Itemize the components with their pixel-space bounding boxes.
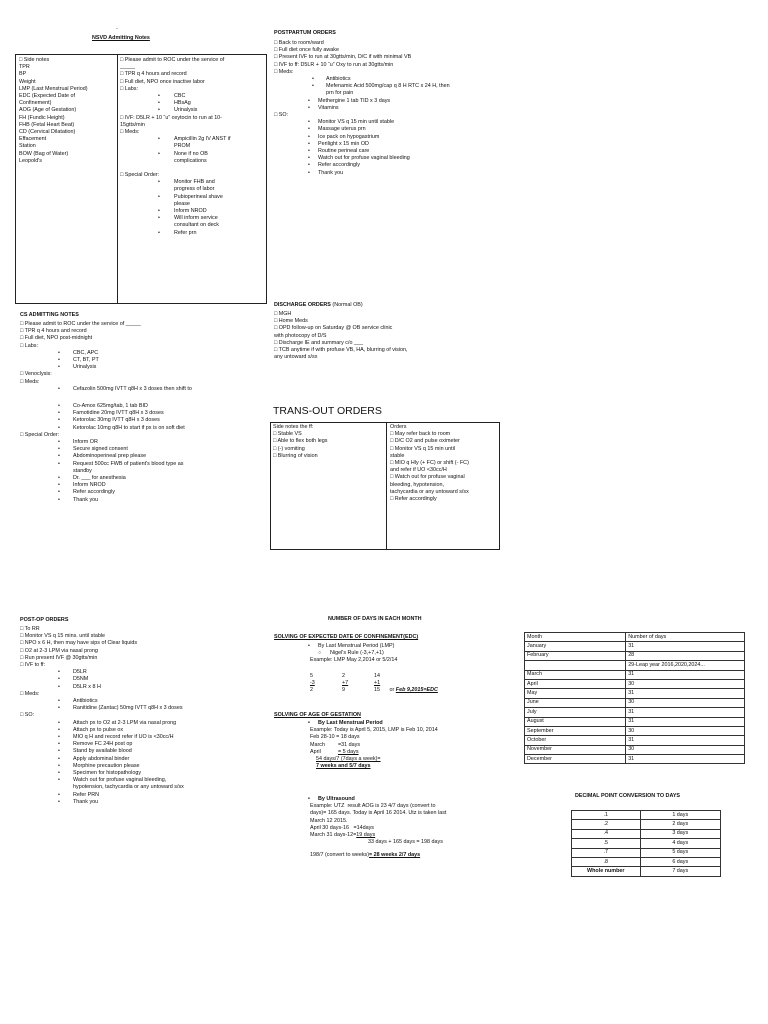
- aog-by-lmp: • By Last Menstrual Period: [274, 720, 514, 727]
- decimal-row-cell: .4: [572, 829, 641, 838]
- edc-calc-cell: 2: [310, 687, 313, 694]
- cs-meds-label: □ Meds:: [20, 378, 40, 385]
- postop-so-item: • Stand by available blood: [20, 748, 270, 755]
- aog-us-line-7-value: = 28 weeks 2/7 days: [369, 852, 421, 859]
- days-row: [525, 736, 745, 745]
- postop-body: [20, 626, 270, 806]
- transout-side-note: □ Able to flex both legs: [273, 438, 328, 445]
- days-heading: NUMBER OF DAYS IN EACH MONTH: [328, 616, 422, 622]
- days-row: [525, 708, 745, 717]
- transout-order-line: Orders: [390, 424, 407, 430]
- postpartum-so-item: • Thank you: [274, 170, 534, 177]
- discharge-title-suffix: (Normal OB): [330, 302, 363, 308]
- edc-example: Example: LMP May 2,2014 or 5/2/14: [310, 657, 398, 664]
- transout-table-divider: [386, 422, 387, 550]
- decimal-row: [572, 820, 721, 829]
- edc-block: [274, 643, 514, 665]
- postpartum-so-item: • Monitor VS q 15 min until stable: [274, 119, 534, 126]
- postop-so-item: hypotension, tachycardia or any untoward s/sx: [73, 784, 184, 791]
- nsvd-order-line: □ Labs:: [120, 85, 138, 92]
- decimal-row: [572, 829, 721, 838]
- postop-so-label: □ SO:: [20, 712, 35, 719]
- nsvd-order-line: □ Full diet, NPO once inactive labor: [120, 78, 205, 85]
- transout-order-line: □ Monitor VS q 15 min until: [390, 445, 455, 452]
- edc-calc-cell: 14: [374, 673, 380, 679]
- days-row: [525, 670, 745, 679]
- discharge-title-line: [274, 302, 363, 309]
- postop-so-item: • Attach px to O2 at 2-3 LPM via nasal prong: [20, 720, 270, 727]
- cs-lab-item: • Urinalysis: [20, 364, 260, 371]
- days-row-cell: August: [525, 717, 626, 726]
- transout-order-line: and refer if UO <30cc/H: [390, 467, 447, 474]
- edc-calc-cell: 15: [374, 687, 380, 694]
- days-row-cell: 30: [626, 679, 745, 688]
- decimal-row: [572, 839, 721, 848]
- transout-order-line: □ D/C O2 and pulse oximeter: [390, 438, 460, 445]
- days-row-cell: 30: [626, 745, 745, 754]
- days-row-cell: 31: [626, 670, 745, 679]
- transout-side-note: □ Stable VS: [273, 431, 302, 438]
- decimal-row-cell: 7 days: [640, 867, 720, 876]
- days-row-cell: March: [525, 670, 626, 679]
- days-row: [525, 642, 745, 651]
- discharge-line: □ TCB anytime if with profuse VB, HA, blurring of vision,: [274, 347, 408, 354]
- postop-so-item: • Watch out for profuse vaginal bleeding,: [20, 777, 270, 784]
- postop-so-item: • Specimen for histopathology: [20, 770, 270, 777]
- aog-us-line-5-value: 19 days: [356, 832, 376, 839]
- decimal-row-cell: .5: [572, 839, 641, 848]
- days-row-cell: February: [525, 651, 626, 660]
- days-header-row: [525, 633, 745, 642]
- nsvd-side-note: CD (Cervical Dilatation): [19, 129, 76, 136]
- nsvd-med-item: • Ampicillin 2g IV ANST if: [120, 136, 270, 143]
- transout-order-line: tachycardia or any untoward s/sx: [390, 488, 469, 495]
- edc-title: SOLVING OF EXPECTED DATE OF CONFINEMENT(EDC): [274, 634, 419, 640]
- days-row-cell: 30: [626, 698, 745, 707]
- cs-med-item: • Cefazolin 500mg IVTT q8H x 3 doses then shift to: [20, 386, 260, 393]
- aog-line-3-label: April: [310, 748, 321, 755]
- days-row-cell: June: [525, 698, 626, 707]
- days-row: [525, 755, 745, 764]
- cs-line: □ Labs:: [20, 342, 38, 349]
- transout-order-line: □ MIO q Hly (+ FC) or shift (- FC): [390, 460, 469, 467]
- postop-meds-label: □ Meds:: [20, 690, 40, 697]
- nsvd-side-note: LMP (Last Menstrual Period): [19, 85, 88, 92]
- discharge-title: DISCHARGE ORDERS: [274, 302, 331, 308]
- aog-line-4: 54 days/7 (7days a week)=: [316, 756, 381, 763]
- postpartum-line: □ Full diet once fully awake: [274, 47, 339, 54]
- cs-venoclysis: □ Venoclysis:: [20, 371, 52, 378]
- postop-so-item: • Attach px to pulse ox: [20, 727, 270, 734]
- decimal-row-cell: Whole number: [572, 867, 641, 876]
- cs-special-item: • Inform NROD: [20, 482, 260, 489]
- cs-med-item: • Ketorolac 30mg IVTT q8H x 3 doses: [20, 417, 260, 424]
- cs-special-item: • Request 500cc FWB of patient's blood type as: [20, 461, 260, 468]
- postpartum-title: POSTPARTUM ORDERS: [274, 30, 336, 36]
- days-row-cell: 28: [626, 651, 745, 660]
- discharge-line: □ MGH: [274, 311, 292, 317]
- aog-ultrasound-block: [274, 796, 514, 860]
- nsvd-side-note: Station: [19, 143, 36, 150]
- decimal-table: [571, 810, 721, 877]
- cs-line: □ Please admit to ROC under the service of _____: [20, 321, 141, 327]
- days-row-cell: May: [525, 689, 626, 698]
- decimal-row: [572, 811, 721, 820]
- postpartum-so-item: • Massage uterus prn: [274, 126, 534, 133]
- decimal-row-cell: 3 days: [640, 829, 720, 838]
- postpartum-so-item: • Watch out for profuse vaginal bleeding: [274, 155, 534, 162]
- cs-special-item: • Thank you: [20, 497, 260, 504]
- decimal-row-cell: .8: [572, 857, 641, 866]
- days-row: [525, 679, 745, 688]
- decimal-row: [572, 848, 721, 857]
- days-row-cell: October: [525, 736, 626, 745]
- edc-result: Feb 9,2015=EDC: [395, 687, 438, 694]
- nsvd-dash: -: [116, 26, 118, 32]
- cs-line: □ Full diet, NPO post-midnight: [20, 335, 93, 342]
- postpartum-so-item: • Ice pack on hypogastrium: [274, 134, 534, 141]
- transout-orders: [390, 424, 469, 503]
- days-row: [525, 726, 745, 735]
- nsvd-special-item: • Monitor FHB and: [120, 179, 270, 186]
- nsvd-order-line: □ TPR q 4 hours and record: [120, 71, 187, 78]
- cs-special-label: □ Special Order:: [20, 431, 60, 438]
- nsvd-special-item: please: [174, 200, 190, 207]
- nsvd-med-item: complications: [174, 157, 207, 164]
- nsvd-special-item: • Pubioperineal shave: [120, 194, 270, 201]
- transout-order-line: stable: [390, 452, 405, 459]
- decimal-row-cell: 5 days: [640, 848, 720, 857]
- nsvd-side-note: FH (Fundic Height): [19, 114, 65, 121]
- postpartum-so-item: • Perilight x 15 min OD: [274, 141, 534, 148]
- aog-line-2-value: =31 days: [338, 741, 361, 748]
- postpartum-so-label: □ SO:: [274, 112, 289, 119]
- cs-med-item: • Ketorolac 10mg q8H to start if px is on soft diet: [20, 425, 260, 432]
- nsvd-side-notes: [19, 57, 88, 165]
- postop-line: □ O2 at 2-3 LPM via nasal prong: [20, 647, 98, 654]
- days-row-cell: January: [525, 642, 626, 651]
- decimal-row-cell: 2 days: [640, 820, 720, 829]
- cs-title: CS ADMITTING NOTES: [20, 312, 79, 318]
- aog-title: SOLVING OF AGE OF GESTATION: [274, 712, 361, 718]
- days-row-cell: [525, 661, 626, 670]
- nsvd-side-note: Leopold's: [19, 157, 42, 164]
- cs-special-item: • Inform OR: [20, 439, 260, 446]
- aog-us-line: Example: UTZ result AOG is 23 4/7 days (convert to: [310, 803, 436, 810]
- postop-med-item: • Ranitidine (Zantac) 50mg IVTT q8H x 3 doses: [20, 705, 270, 712]
- decimal-row-cell: .1: [572, 811, 641, 820]
- days-row-cell: April: [525, 679, 626, 688]
- cs-special-item: • Dr. ___ for anesthesia: [20, 475, 260, 482]
- aog-us-line-7-label: 198/7 (convert to weeks): [310, 852, 370, 859]
- postop-ivf-item: • D5LR: [20, 669, 270, 676]
- postop-so-item: • Thank you: [20, 799, 270, 806]
- days-row-cell: 31: [626, 708, 745, 717]
- days-row-cell: December: [525, 755, 626, 764]
- cs-line: □ TPR q 4 hours and record: [20, 328, 87, 335]
- postpartum-med-item: • Antibiotics: [274, 76, 534, 83]
- aog-example: Example: Today is April 5, 2015, LMP is Feb 10, 2014: [310, 727, 438, 734]
- edc-calc-cell: 9: [342, 687, 345, 694]
- discharge-line: □ Home Meds: [274, 318, 308, 325]
- decimal-row-cell: .2: [572, 820, 641, 829]
- days-row-cell: 31: [626, 755, 745, 764]
- aog-by-ultrasound: • By Ultrasound: [274, 796, 514, 803]
- nsvd-lab-item: • HBsAg: [120, 100, 270, 107]
- nsvd-med-item: PROM: [174, 143, 191, 150]
- postpartum-so-item: • Refer accordingly: [274, 162, 534, 169]
- transout-order-line: bleeding, hypotension,: [390, 481, 444, 488]
- nsvd-side-note: □ Side notes: [19, 57, 50, 63]
- nsvd-med-item: • None if no OB: [120, 151, 270, 158]
- postpartum-line: □ IVF to ff: D5LR + 10 “u” Oxy to run at 30gtts/min: [274, 61, 394, 68]
- nsvd-special-item: • Inform NROD: [120, 208, 270, 215]
- aog-us-line-6: 33 days + 165 days = 198 days: [368, 839, 443, 846]
- days-row-cell: 31: [626, 717, 745, 726]
- aog-line-5: 7 weeks and 5/7 days: [316, 763, 371, 770]
- cs-special-item: • Abdominoperineal prep please: [20, 453, 260, 460]
- postop-title: POST-OP ORDERS: [20, 617, 69, 623]
- postpartum-body: [274, 40, 534, 177]
- edc-calc-cell: +7: [342, 680, 349, 687]
- nsvd-side-note: EDC (Expected Date of: [19, 93, 76, 100]
- edc-by-lmp: • By Last Menstrual Period (LMP): [274, 643, 514, 650]
- discharge-line: □ Discharge IE and summary c/o ___: [274, 339, 363, 346]
- discharge-line: with photocopy of D/S: [274, 332, 327, 339]
- postop-so-item: • Morphine precaution please: [20, 763, 270, 770]
- transout-side-notes: [273, 424, 328, 460]
- postpartum-line: □ Present IVF to run at 30gtts/min, D/C if with minimal VB: [274, 54, 412, 61]
- days-row-cell: 31: [626, 736, 745, 745]
- cs-med-item: • Famotidine 20mg IVTT q8H x 3 doses: [20, 410, 260, 417]
- days-row: [525, 651, 745, 660]
- cs-special-item: • Secure signed consent: [20, 446, 260, 453]
- nsvd-order-line: _____: [120, 64, 135, 71]
- cs-body: [20, 321, 260, 504]
- nsvd-lab-item: • Urinalysis: [120, 107, 270, 114]
- cs-med-item: • Co-Amox 625mg/tab, 1 tab BID: [20, 403, 260, 410]
- nsvd-special-item: progress of labor: [174, 186, 215, 193]
- days-row-cell: 31: [626, 642, 745, 651]
- nsvd-lab-item: • CBC: [120, 93, 270, 100]
- aog-us-line-5-label: March 31 days-12=: [310, 832, 357, 839]
- postop-line: □ IVF to ff:: [20, 662, 46, 669]
- cs-special-item: • Refer accordingly: [20, 489, 260, 496]
- transout-order-line: □ Refer accordingly: [390, 496, 437, 503]
- cs-lab-item: • CT, BT, PT: [20, 357, 260, 364]
- edc-calc-cell: +1: [374, 680, 381, 687]
- postpartum-med-item: • Mefenamic Acid 500mg/cap q 8 H RTC x 24 H, then: [274, 83, 534, 90]
- transout-order-line: □ Watch out for profuse vaginal: [390, 474, 465, 481]
- postpartum-line: □ Meds:: [274, 68, 294, 75]
- nsvd-order-line: □ Please admit to ROC under the service of: [120, 57, 225, 63]
- postop-so-item: • Refer PRN: [20, 792, 270, 799]
- days-row: [525, 698, 745, 707]
- days-header-row-cell: Number of days: [626, 633, 745, 642]
- days-row-cell: November: [525, 745, 626, 754]
- nsvd-special-item: • Refer prn: [120, 230, 270, 237]
- nsvd-order-line: □ Meds:: [120, 129, 140, 136]
- days-row: [525, 745, 745, 754]
- postop-line: □ NPO x 6 H, then may have sips of Clear liquids: [20, 640, 138, 647]
- transout-side-note: □ (-) vomiting: [273, 445, 305, 452]
- nsvd-side-note: AOG (Age of Gestation): [19, 107, 77, 114]
- postop-line: □ Run present IVF @ 30gtts/min: [20, 654, 98, 661]
- postpartum-so-item: • Routine perineal care: [274, 148, 534, 155]
- days-row-cell: July: [525, 708, 626, 717]
- postpartum-med-item: • Vitamins: [274, 105, 534, 112]
- postop-ivf-item: • D5LR x 8 H: [20, 684, 270, 691]
- edc-calc-cell: -3: [310, 680, 315, 687]
- edc-calculation: [310, 673, 438, 695]
- cs-lab-item: • CBC, APC: [20, 350, 260, 357]
- days-header-row-cell: Month: [525, 633, 626, 642]
- edc-calc-cell: 5: [310, 673, 313, 679]
- aog-line-2-label: March: [310, 741, 325, 748]
- days-row: [525, 661, 745, 670]
- nsvd-special-item: consultant on deck: [174, 222, 219, 229]
- days-row-cell: September: [525, 726, 626, 735]
- discharge-line: □ OPD follow-up on Saturday @ OB service clinic: [274, 325, 393, 332]
- aog-block: [274, 720, 514, 770]
- days-row-cell: 30: [626, 726, 745, 735]
- days-row-cell: 29-Leap year 2016,2020,2024...: [626, 661, 745, 670]
- decimal-row: [572, 857, 721, 866]
- aog-us-line: April 30 days-16 =14days: [310, 824, 374, 831]
- decimal-row-cell: 1 days: [640, 811, 720, 820]
- postop-line: □ To RR: [20, 626, 40, 632]
- postop-so-item: • Apply abdominal binder: [20, 756, 270, 763]
- nsvd-special-item: • Will inform service: [120, 215, 270, 222]
- nsvd-order-line: 15gtts/min: [120, 121, 145, 128]
- nsvd-order-line: □ Special Order:: [120, 172, 160, 179]
- nsvd-side-note: BOW (Bag of Water): [19, 150, 69, 157]
- days-row: [525, 717, 745, 726]
- transout-title: TRANS-OUT ORDERS: [273, 405, 382, 417]
- decimal-row-cell: 6 days: [640, 857, 720, 866]
- nsvd-side-note: Effacement: [19, 136, 47, 143]
- nsvd-order-line: □ IVF: D5LR + 10 “u” oxytocin to run at 10-: [120, 114, 222, 121]
- nsvd-side-note: FHB (Fetal Heart Beat): [19, 121, 75, 128]
- postpartum-med-item: prn for pain: [326, 90, 354, 97]
- postop-ivf-item: • D5NM: [20, 676, 270, 683]
- days-row-cell: 31: [626, 689, 745, 698]
- decimal-row-cell: 4 days: [640, 839, 720, 848]
- transout-side-note: □ Blurring of vision: [273, 452, 318, 459]
- nsvd-side-note: BP: [19, 71, 27, 78]
- decimal-row-cell: .7: [572, 848, 641, 857]
- discharge-body: [274, 311, 407, 361]
- edc-calc-cell: 2: [342, 673, 345, 679]
- aog-line-1: Feb 28-10 = 18 days: [310, 734, 360, 741]
- nsvd-table-divider: [117, 54, 118, 304]
- cs-special-item: standby: [73, 467, 92, 474]
- nsvd-side-note: TPR: [19, 64, 30, 71]
- edc-or: or: [388, 687, 396, 694]
- transout-order-line: □ May refer back to room: [390, 431, 451, 438]
- days-table: [524, 632, 745, 764]
- aog-line-3-value: = 5 days: [338, 748, 359, 755]
- postpartum-line: □ Back to room/ward: [274, 40, 324, 46]
- decimal-title: DECIMAL POINT CONVERSION TO DAYS: [575, 793, 681, 799]
- nsvd-orders: [120, 57, 270, 237]
- transout-side-note: Side notes the ff:: [273, 424, 314, 430]
- aog-us-line: March 12 2015.: [310, 817, 348, 824]
- discharge-line: any untoward s/sx: [274, 354, 318, 361]
- nsvd-side-note: Weight: [19, 78, 36, 85]
- days-row: [525, 689, 745, 698]
- aog-us-line: days)= 165 days. Today is April 16 2014. Utz is taken last: [310, 810, 447, 817]
- postpartum-med-item: • Methergine 1 tab TID x 3 days: [274, 98, 534, 105]
- edc-rule: ○ Nigel's Rule (-3,+7,+1): [274, 650, 514, 657]
- nsvd-title: NSVD Admitting Notes: [92, 35, 150, 41]
- nsvd-side-note: Confinement): [19, 100, 52, 107]
- decimal-row: [572, 867, 721, 876]
- postop-so-item: • Remove FC 24H post op: [20, 741, 270, 748]
- postop-line: □ Monitor VS q 15 mins. until stable: [20, 633, 106, 640]
- postop-med-item: • Antibiotics: [20, 698, 270, 705]
- postop-so-item: • MIO q H and record refer if UO is <30cc/H: [20, 734, 270, 741]
